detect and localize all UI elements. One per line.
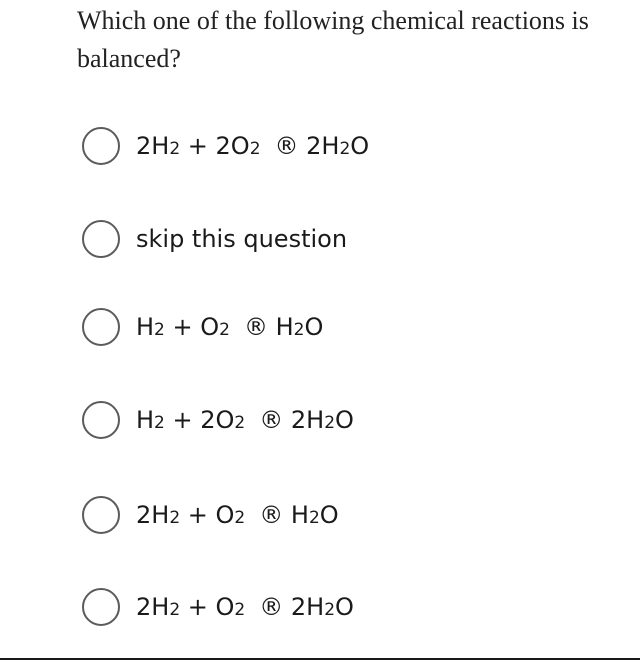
formula-text: 2H xyxy=(136,132,170,160)
option-skip-question[interactable] xyxy=(82,217,347,261)
option-label: H 2 + 2O 2 ® 2H 2 O xyxy=(136,406,354,434)
option-h2-o2-h2o[interactable] xyxy=(82,305,323,349)
option-label: 2H 2 + 2O 2 ® 2H 2 O xyxy=(136,132,370,160)
radio-button[interactable] xyxy=(82,127,120,165)
radio-button[interactable] xyxy=(82,496,120,534)
option-h2-2o2-2h2o[interactable] xyxy=(82,398,354,442)
radio-button[interactable] xyxy=(82,588,120,626)
question-text: Which one of the following chemical reactions is balanced? xyxy=(77,6,589,73)
formula-text: O xyxy=(319,501,339,529)
formula-text: O xyxy=(335,593,354,621)
formula-text: O xyxy=(304,313,324,341)
option-2h2-o2-h2o[interactable] xyxy=(82,493,339,537)
formula-text: ® H xyxy=(259,501,309,529)
option-2h2-2o2-2h2o[interactable] xyxy=(82,124,369,168)
formula-text: ® 2H xyxy=(259,593,325,621)
formula-text: skip this question xyxy=(136,225,348,253)
formula-text: ® H xyxy=(243,313,294,341)
radio-button[interactable] xyxy=(82,220,120,258)
bottom-divider xyxy=(0,658,640,660)
formula-text: H xyxy=(136,406,155,434)
formula-text: O xyxy=(350,132,370,160)
option-2h2-o2-2h2o[interactable] xyxy=(82,585,354,629)
formula-text: ® 2H xyxy=(274,132,340,160)
option-label: 2H 2 + O 2 ® H 2 O xyxy=(136,501,339,529)
formula-text: + 2O xyxy=(180,132,250,160)
option-label: 2H 2 + O 2 ® 2H 2 O xyxy=(136,593,354,621)
formula-text: O xyxy=(335,406,354,434)
formula-text: H xyxy=(136,313,155,341)
formula-text: + O xyxy=(164,313,220,341)
formula-text: + O xyxy=(180,593,235,621)
radio-button[interactable] xyxy=(82,308,120,346)
option-label: H 2 + O 2 ® H 2 O xyxy=(136,313,324,341)
formula-text: + 2O xyxy=(164,406,235,434)
option-label xyxy=(136,225,347,253)
formula-text: + O xyxy=(180,501,235,529)
formula-text: 2H xyxy=(136,593,170,621)
formula-text: ® 2H xyxy=(259,406,325,434)
formula-text: 2H xyxy=(136,501,170,529)
radio-button[interactable] xyxy=(82,401,120,439)
